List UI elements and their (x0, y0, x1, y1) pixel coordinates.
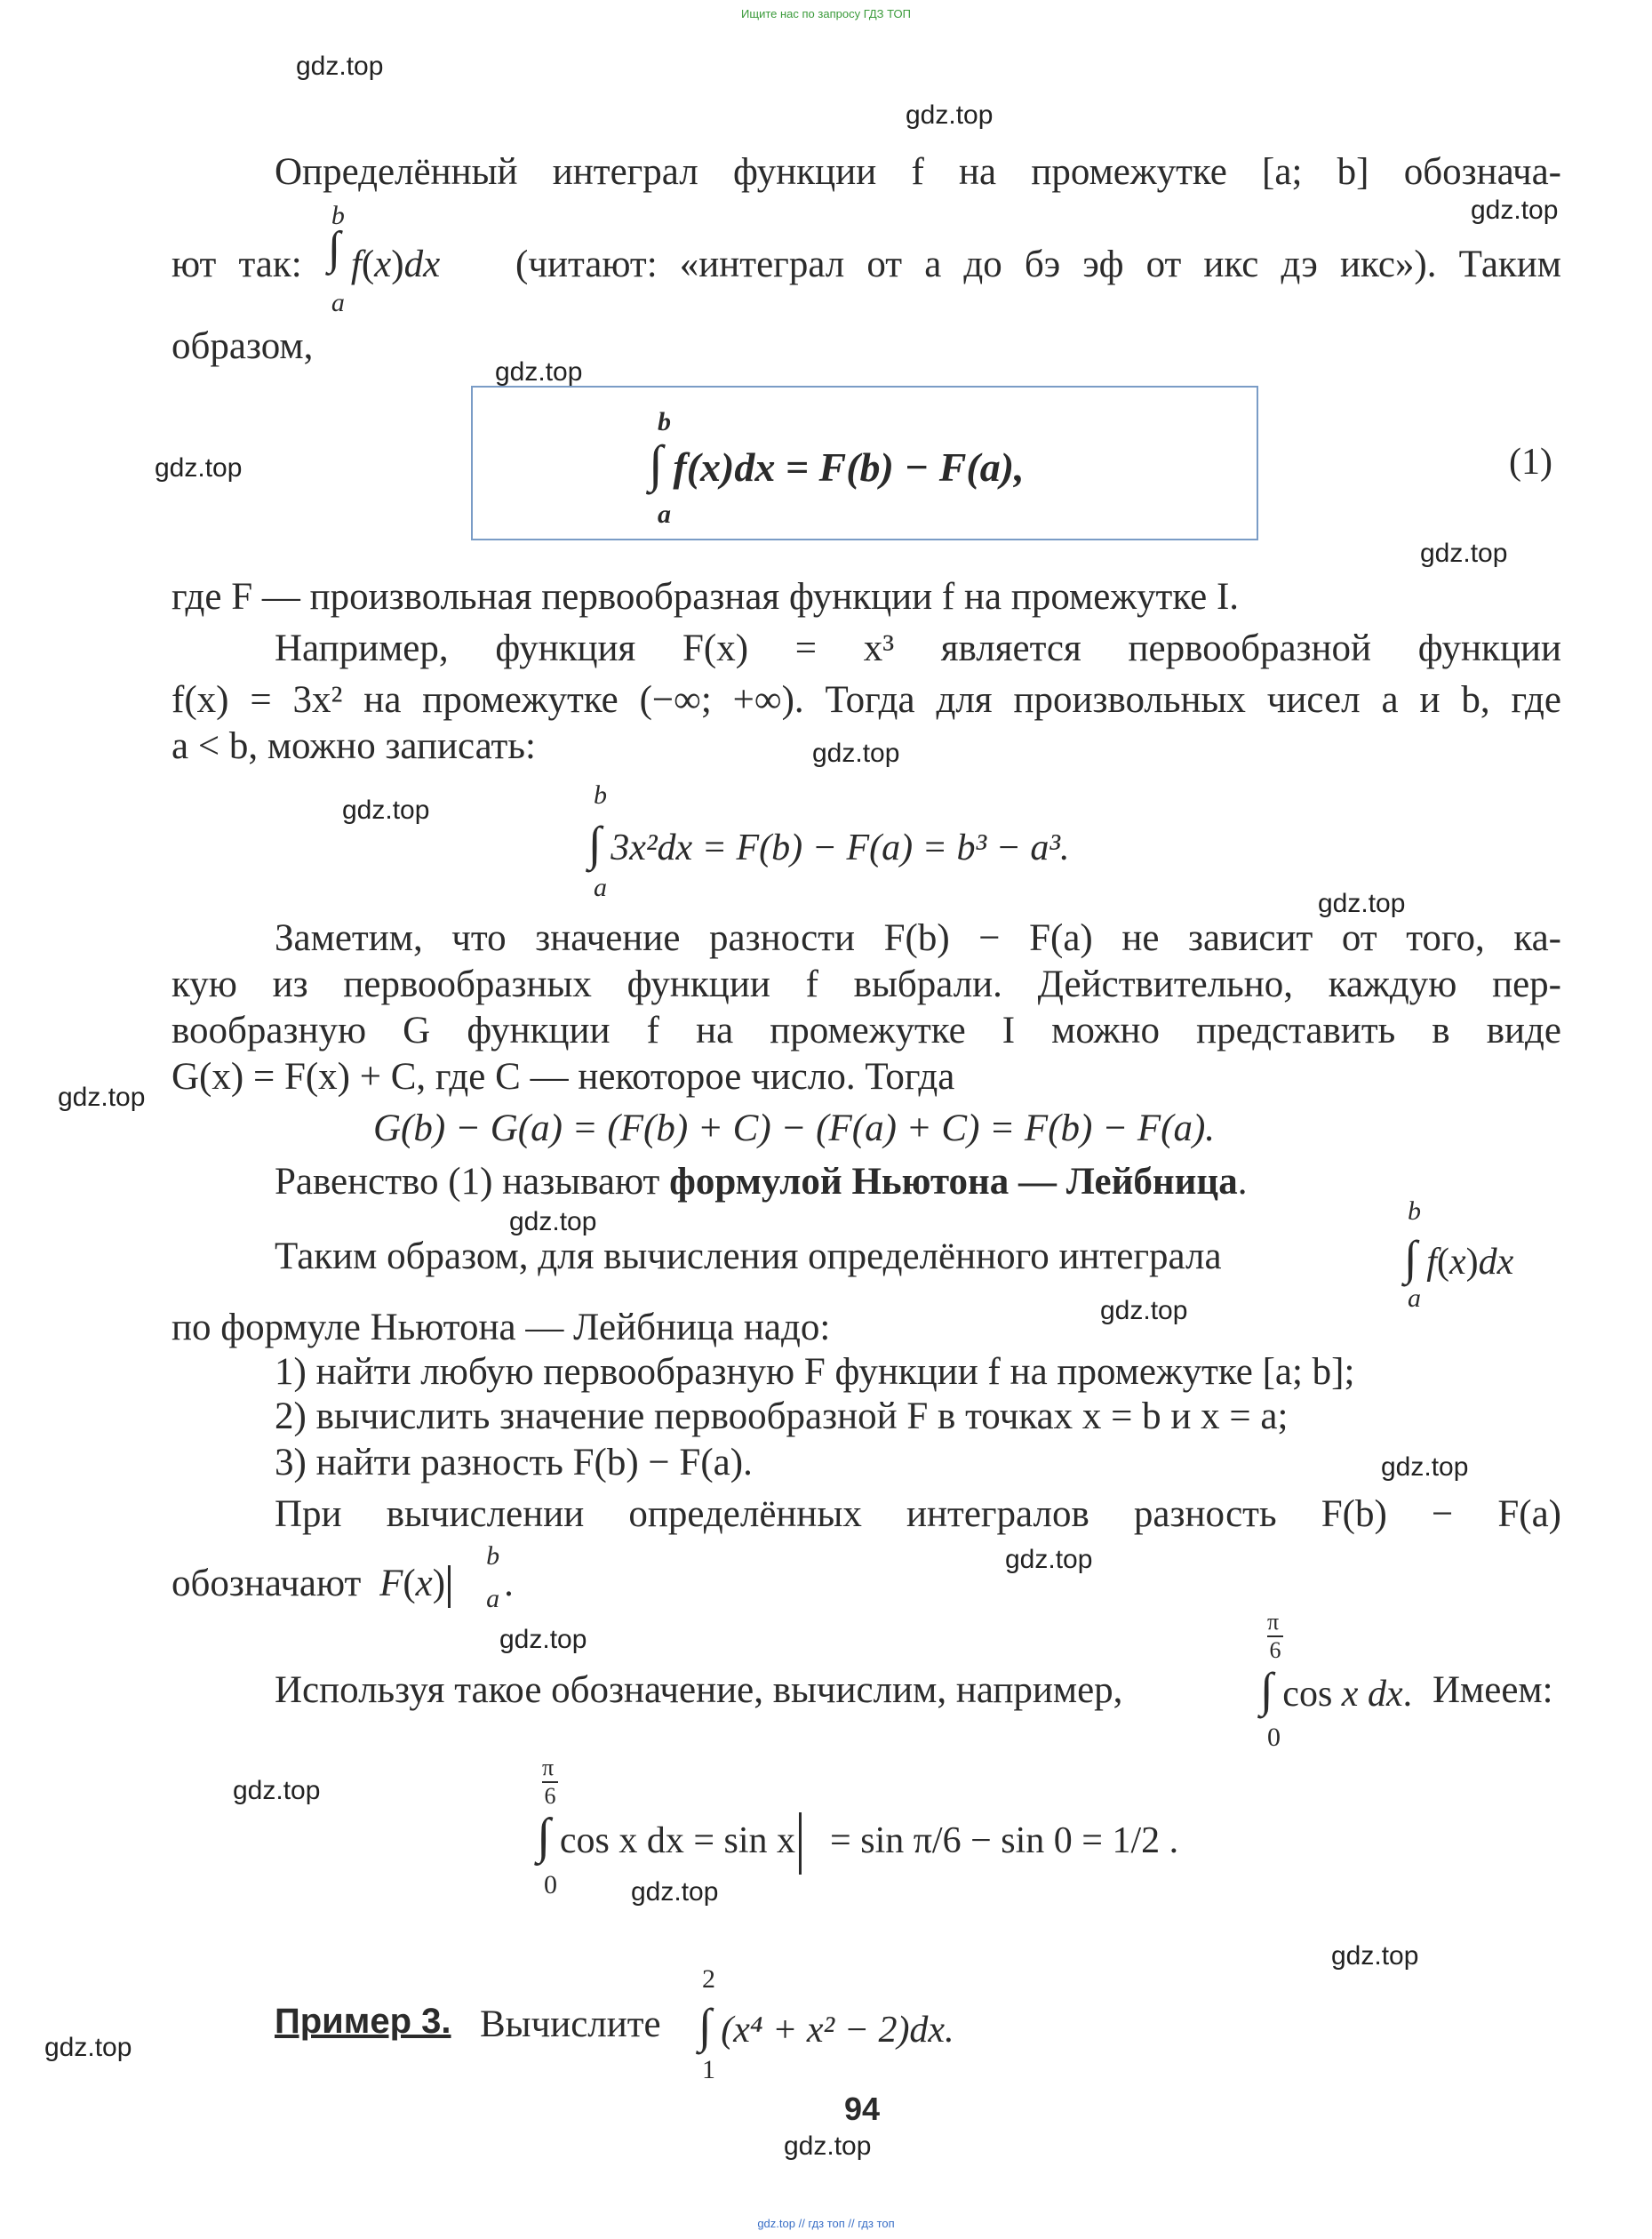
watermark: gdz.top (233, 1776, 321, 1805)
list-item: 3) найти разность F(b) − F(a). (275, 1442, 753, 1483)
lower-limit: 1 (702, 2055, 715, 2084)
paragraph-line: При вычислении определённых интегралов разность F(b) − F(a) (275, 1493, 1561, 1535)
lower-limit: a (658, 500, 671, 529)
paragraph-line: a < b, можно записать: (172, 725, 536, 767)
list-item: 2) вычислить значение первообразной F в точках x = b и x = a; (275, 1395, 1289, 1437)
paragraph-text: (читают: «интеграл от а до бэ эф от икс дэ икс»). Таким (515, 244, 1562, 285)
watermark: gdz.top (812, 739, 900, 768)
watermark: gdz.top (1420, 539, 1508, 568)
paragraph-line: где F — произвольная первообразная функции f на промежутке I. (172, 576, 1240, 618)
paragraph-line: вообразную G функции f на промежутке I можно представить в виде (172, 1010, 1561, 1052)
paragraph-line: Определённый интеграл функции f на промежутке [a; b] обознача- (275, 151, 1561, 193)
upper-limit: b (331, 201, 345, 230)
upper-limit: 2 (702, 1964, 715, 1994)
watermark: gdz.top (1100, 1296, 1188, 1325)
example-label: Пример 3. (275, 2002, 451, 2041)
lower-limit: a (1408, 1283, 1421, 1313)
upper-limit: π 6 (542, 1755, 558, 1810)
paragraph-line: Заметим, что значение разности F(b) − F(a) не зависит от того, ка- (275, 917, 1561, 959)
lower-limit: a (594, 873, 607, 902)
integral-inline: π 6 ∫ 0 cos x dx. (1260, 1609, 1413, 1752)
top-notice: Ищите нас по запросу ГДЗ ТОП (741, 7, 911, 20)
paragraph-line: Например, функция F(x) = x³ является первообразной функции (275, 628, 1561, 669)
paragraph-line (275, 1234, 1394, 1280)
paragraph-line: кую из первообразных функции f выбрали. Действительно, каждую пер- (172, 964, 1561, 1005)
upper-limit: b (594, 780, 607, 810)
formula-4: π 6 ∫ 0 cos x dx = sin x = sin π/6 − sin 0 = 1/2 . (537, 1755, 1179, 1899)
watermark: gdz.top (296, 52, 384, 81)
lower-limit: a (331, 288, 345, 317)
watermark: gdz.top (58, 1083, 146, 1112)
paragraph-line: обозначают F(x) b a . (172, 1541, 514, 1613)
watermark: gdz.top (155, 453, 243, 483)
paragraph-line: f(x) = 3x² на промежутке (−∞; +∞). Тогда для произвольных чисел a и b, где (172, 679, 1561, 721)
formula-number: (1) (1509, 442, 1552, 483)
paragraph-text: ют так: (172, 244, 302, 285)
evaluation-bar: F(x) b a (379, 1541, 500, 1613)
formula-1: b ∫ a f(x)dx = F(b) − F(a), (649, 407, 1025, 529)
formula-3: G(b) − G(a) = (F(b) + C) − (F(a) + C) = F(b) − F(a). (373, 1108, 1216, 1149)
example-text: Вычислите (480, 2003, 661, 2045)
footer-links: gdz.top // гдз топ // гдз топ (757, 2217, 895, 2230)
integral-inline: b ∫ a f(x)dx (1404, 1196, 1514, 1313)
lower-limit: 0 (544, 1870, 557, 1899)
paragraph-line (275, 1159, 1561, 1205)
watermark: gdz.top (1331, 1941, 1419, 1971)
watermark: gdz.top (44, 2033, 132, 2062)
paragraph-text: Имеем: (1433, 1669, 1553, 1711)
page-number: 94 (843, 2091, 881, 2127)
paragraph-text: Таким образом, для вычисления определённого интеграла (275, 1235, 1222, 1277)
paragraph-text: Равенство (1) называют (275, 1161, 670, 1203)
paragraph-text: Используя такое обозначение, вычислим, например, (275, 1669, 1123, 1711)
formula-2: b ∫ a 3x²dx = F(b) − F(a) = b³ − a³. (588, 780, 1070, 902)
list-item: 1) найти любую первообразную F функции f на промежутке [a; b]; (275, 1351, 1355, 1393)
watermark: gdz.top (631, 1877, 719, 1907)
upper-limit: π 6 (1267, 1609, 1283, 1664)
paragraph-line: образом, (172, 325, 314, 367)
watermark: gdz.top (1005, 1545, 1093, 1574)
integral-inline: b ∫ a f(x)dx (327, 201, 441, 317)
watermark: gdz.top (509, 1207, 597, 1236)
watermark: gdz.top (1471, 196, 1559, 225)
upper-limit: b (1408, 1196, 1421, 1226)
upper-limit: b (658, 407, 671, 436)
term-bold: формулой Ньютона — Лейбница (669, 1161, 1238, 1203)
watermark: gdz.top (342, 796, 430, 825)
watermark: gdz.top (495, 357, 583, 387)
watermark: gdz.top (906, 100, 994, 130)
paragraph-line: G(x) = F(x) + C, где C — некоторое число. Тогда (172, 1056, 955, 1098)
paragraph-text: . (1237, 1161, 1248, 1203)
watermark: gdz.top (1381, 1452, 1469, 1482)
example-formula: 2 ∫ 1 (x⁴ + x² − 2)dx. (698, 1964, 954, 2084)
paragraph-line: по формуле Ньютона — Лейбница надо: (172, 1307, 831, 1348)
lower-limit: 0 (1267, 1723, 1281, 1752)
watermark: gdz.top (499, 1625, 587, 1654)
watermark: gdz.top (784, 2131, 872, 2161)
paragraph-text: обозначают (172, 1563, 362, 1604)
watermark: gdz.top (1318, 889, 1406, 918)
